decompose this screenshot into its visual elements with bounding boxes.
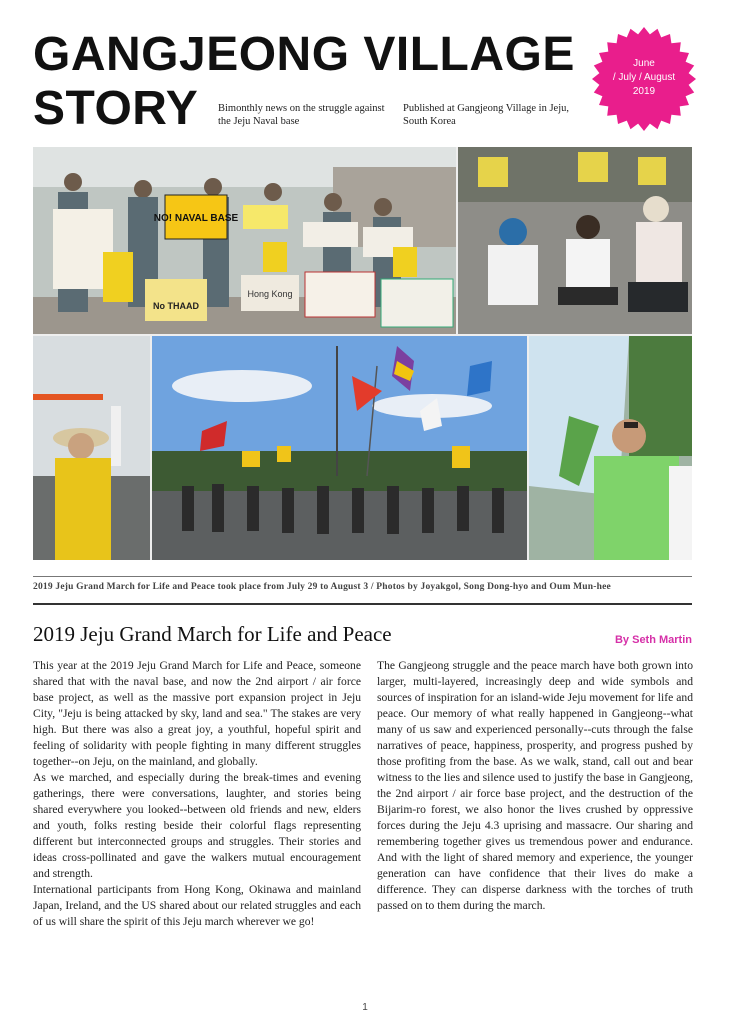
newsletter-subtitle: Bimonthly news on the struggle against the Jeju Naval base	[218, 103, 385, 127]
photo-marcher-in-yellow	[33, 336, 150, 560]
article-headline: 2019 Jeju Grand March for Life and Peace	[33, 622, 392, 646]
article-paragraph: As we marched, and especially during the break-times and evening gatherings, there were conversations, laughter, and stories being shared everywhere you looked--between old friends and new, elders and youth, folks resting beside their colorful flags representing different but interconnected groups and struggles. Their stories and ideas cross-pollinated and gave the walkers mutual encouragement and strength.	[33, 771, 361, 880]
photo-collage	[33, 147, 692, 560]
sign-hong-kong: Hong Kong	[247, 289, 293, 299]
page-number: 1	[362, 1002, 368, 1013]
article-column-left	[33, 658, 361, 930]
photo-march-with-flags	[152, 336, 527, 560]
issue-date-line2: / July / August	[612, 72, 676, 83]
sign-no-naval-base: NO! NAVAL BASE	[153, 213, 239, 224]
photo-participants-resting	[458, 147, 692, 334]
newsletter-title-line1: GANGJEONG VILLAGE	[33, 28, 575, 81]
caption-divider-top	[33, 576, 692, 577]
issue-date-line3: 2019	[632, 86, 656, 97]
photo-young-man-with-flag	[529, 336, 692, 560]
masthead	[33, 28, 593, 135]
issue-date	[591, 57, 697, 99]
article-column-right	[377, 658, 693, 914]
newsletter-title-line2: STORY	[33, 82, 199, 135]
sign-no-thaad: No THAAD	[153, 301, 199, 311]
article-paragraph: This year at the 2019 Jeju Grand March for Life and Peace, someone shared that with the naval base, and now the 2nd airport / air force base project, as well as the massive port expansion project in Jeju City, "Jeju is being attacked by sky, land and sea." The stakes are very high. But there was also a great joy, a youthful, hopeful spirit and feeling of solidarity with people fighting in many different struggles together--on Jeju, on the mainland, and globally.	[33, 659, 361, 768]
photo-protesters-with-signs	[33, 147, 456, 334]
issue-date-line1: June	[633, 58, 655, 69]
article-paragraph: The Gangjeong struggle and the peace march have both grown into larger, multi-layered, increasingly deep and wide symbols and sources of inspiration for an island-wide Jeju movement for life and peace. Our memory of what really happened in Gangjeong--what many of us saw and experienced personally--cuts through the false narratives of peace, happiness, prosperity, and progress pushed by those profiting from the base. As we walk, stand, call out and bear witness to the lies and silence used to justify the base in Gangjeong, the 2nd airport / air force base project, and the destruction of the Bijarim-ro forest, we also honor the lives crushed by oppressive forces during the Jeju 4.3 uprising and massacre. Our sharing and remembering together gives us tremendous power and endurance. And with the light of shared memory and experience, the younger generation can have confidence that their lives do make a difference. They can disperse darkness with the torches of truth passed on to them during the march.	[377, 659, 693, 912]
issue-badge	[591, 26, 697, 132]
article-paragraph: International participants from Hong Kong, Okinawa and mainland Japan, Ireland, and the US shared about our related struggles and each of us will share the spirit of this Jeju march wherever we go!	[33, 883, 361, 928]
caption-divider-bottom	[33, 603, 692, 605]
publisher-note: Published at Gangjeong Village in Jeju, South Korea	[403, 103, 569, 127]
article-byline: By Seth Martin	[614, 634, 692, 646]
photo-caption: 2019 Jeju Grand March for Life and Peace took place from July 29 to August 3 / Photos by Joyakgol, Song Dong-hyo and Oum Mun-hee	[33, 582, 611, 592]
